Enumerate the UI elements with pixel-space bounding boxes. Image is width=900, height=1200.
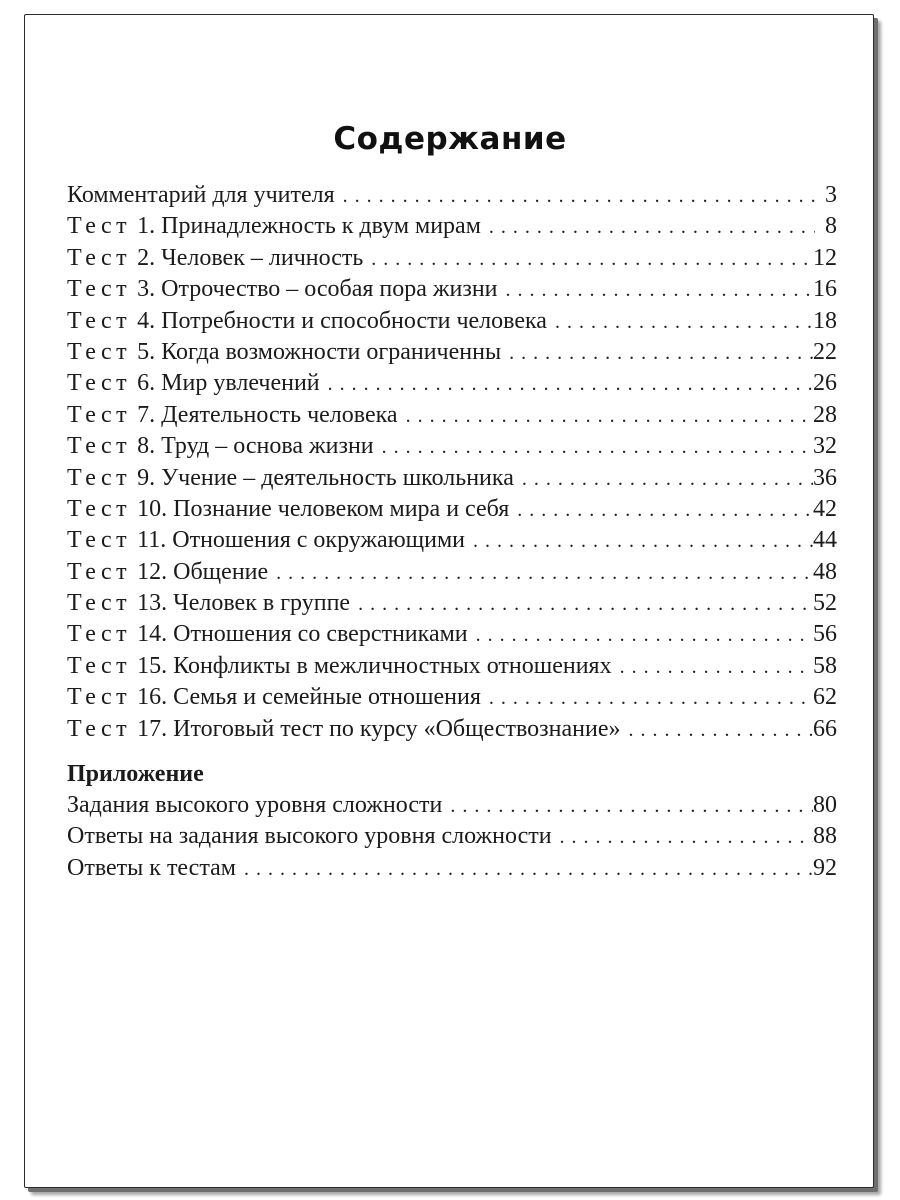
toc-page-number: 3 [825, 182, 837, 208]
dot-leader [268, 558, 813, 589]
dot-leader [498, 275, 813, 306]
toc-page-number: 22 [813, 338, 837, 365]
toc-entry-title: 6. Мир увлечений [137, 370, 320, 397]
toc-entry [67, 306, 547, 337]
dot-leader [374, 432, 813, 463]
dot-leader [320, 369, 813, 400]
toc-page-number: 32 [813, 433, 837, 460]
toc-entry [67, 400, 398, 431]
toc-page-number: 56 [813, 621, 837, 648]
toc-page-number: 52 [813, 590, 837, 617]
dot-leader [468, 620, 813, 651]
dot-leader [501, 338, 813, 369]
toc-entry-prefix: Тест [67, 621, 132, 648]
toc-entry-title: 5. Когда возможности ограниченны [137, 338, 502, 365]
appendix-entry-title: Ответы к тестам [67, 854, 236, 881]
toc-entry-prefix: Тест [67, 401, 132, 428]
dot-leader [236, 854, 813, 885]
toc-entry-prefix: Тест [67, 213, 132, 240]
dot-leader [363, 244, 813, 275]
toc-page-number: 8 [825, 213, 837, 240]
toc-entry-title: 4. Потребности и способности человека [137, 307, 547, 334]
appendix-entry-title: Задания высокого уровня сложности [67, 792, 443, 818]
toc-row [67, 588, 837, 619]
toc-entry-prefix: Тест [67, 370, 132, 397]
dot-leader [514, 464, 813, 495]
toc-page-number: 26 [813, 370, 837, 397]
appendix-page-number: 80 [813, 792, 837, 818]
toc-entry [67, 651, 612, 682]
toc-page-number: 44 [813, 527, 837, 554]
toc-row [67, 714, 837, 745]
toc-entry [67, 682, 481, 713]
toc-entry-title: 16. Семья и семейные отношения [137, 684, 481, 711]
toc-entry-prefix: Тест [67, 307, 132, 334]
toc-entry-title: 1. Принадлежность к двум мирам [137, 213, 481, 240]
appendix-page-number: 92 [813, 854, 837, 881]
toc-entry [67, 588, 350, 619]
toc-entry [67, 557, 268, 588]
toc-entry-title: 12. Общение [137, 558, 269, 585]
toc-entry-title: Комментарий для учителя [67, 182, 335, 208]
toc-row [67, 306, 837, 337]
dot-leader [481, 683, 813, 714]
toc-entry [67, 243, 363, 274]
dot-leader [335, 181, 815, 212]
dot-leader [481, 212, 815, 243]
toc-page-number: 28 [813, 401, 837, 428]
toc-page-number: 16 [813, 276, 837, 303]
toc-entry [67, 368, 320, 399]
toc-entry-title: 13. Человек в группе [137, 590, 351, 617]
toc-entry [67, 714, 620, 745]
page-title: Содержание [333, 121, 567, 157]
toc-entry-prefix: Тест [67, 464, 132, 491]
toc-entry-prefix: Тест [67, 495, 132, 522]
dot-leader [620, 715, 813, 746]
dot-leader [465, 526, 813, 557]
dot-leader [509, 495, 813, 526]
dot-leader [552, 822, 813, 853]
toc-page-number: 62 [813, 684, 837, 711]
toc-entry [67, 431, 374, 462]
toc-entry-prefix: Тест [67, 244, 132, 271]
toc-row [67, 557, 837, 588]
toc-entry-prefix: Тест [67, 558, 132, 585]
toc-row [67, 274, 837, 305]
toc-row [67, 463, 837, 494]
toc-entry [67, 463, 514, 494]
toc-page-number: 58 [813, 652, 837, 679]
dot-leader [442, 791, 813, 822]
toc-entry [67, 180, 335, 211]
toc-row [67, 431, 837, 462]
toc-entry-title: 7. Деятельность человека [137, 401, 398, 428]
toc-entry-title: 10. Познание человеком мира и себя [137, 495, 510, 522]
appendix-page-number: 88 [813, 823, 837, 850]
dot-leader [612, 652, 813, 683]
toc-page-number: 48 [813, 558, 837, 585]
toc-entry-title: 11. Отношения с окружающими [137, 527, 465, 554]
toc-entry-title: 3. Отрочество – особая пора жизни [137, 276, 498, 303]
toc-entry [67, 274, 498, 305]
toc-entry [67, 211, 481, 242]
dot-leader [350, 589, 813, 620]
toc-row [67, 400, 837, 431]
toc-entry-title: 9. Учение – деятельность школьника [137, 464, 514, 491]
toc-row [67, 337, 837, 368]
toc-entry-prefix: Тест [67, 652, 132, 679]
toc-page-number: 66 [813, 715, 837, 742]
appendix-row [67, 853, 837, 884]
toc-row [67, 180, 837, 211]
toc-entry-prefix: Тест [67, 715, 132, 742]
toc-row [67, 682, 837, 713]
toc-entry [67, 494, 509, 525]
toc-entry [67, 525, 465, 556]
toc-page-number: 12 [813, 244, 837, 271]
toc-entry-prefix: Тест [67, 433, 132, 460]
toc-entry [67, 337, 501, 368]
toc-entry-title: 8. Труд – основа жизни [137, 433, 374, 460]
appendix-heading: Приложение [67, 761, 204, 787]
toc-entry-prefix: Тест [67, 684, 132, 711]
dot-leader [398, 401, 813, 432]
toc-entry-title: 15. Конфликты в межличностных отношениях [137, 652, 612, 679]
toc-entry-prefix: Тест [67, 527, 132, 554]
toc-page-number: 18 [813, 307, 837, 334]
toc-row [67, 368, 837, 399]
table-of-contents [67, 180, 837, 745]
toc-entry-title: 2. Человек – личность [137, 244, 364, 271]
toc-entry [67, 619, 468, 650]
toc-row [67, 651, 837, 682]
appendix-row [67, 821, 837, 852]
dot-leader [547, 307, 813, 338]
toc-entry-prefix: Тест [67, 276, 132, 303]
toc-page-number: 36 [813, 464, 837, 491]
toc-row [67, 243, 837, 274]
toc-row [67, 211, 837, 242]
toc-row [67, 619, 837, 650]
toc-entry-title: 14. Отношения со сверстниками [137, 621, 468, 648]
toc-row [67, 525, 837, 556]
toc-entry-title: 17. Итоговый тест по курсу «Обществознание» [137, 715, 621, 742]
appendix-section [67, 759, 837, 884]
appendix-entry-title: Ответы на задания высокого уровня сложности [67, 823, 552, 850]
document-page [24, 14, 874, 1188]
toc-row [67, 494, 837, 525]
toc-page-number: 42 [813, 495, 837, 522]
toc-entry-prefix: Тест [67, 338, 132, 365]
toc-entry-prefix: Тест [67, 590, 132, 617]
appendix-row [67, 790, 837, 821]
